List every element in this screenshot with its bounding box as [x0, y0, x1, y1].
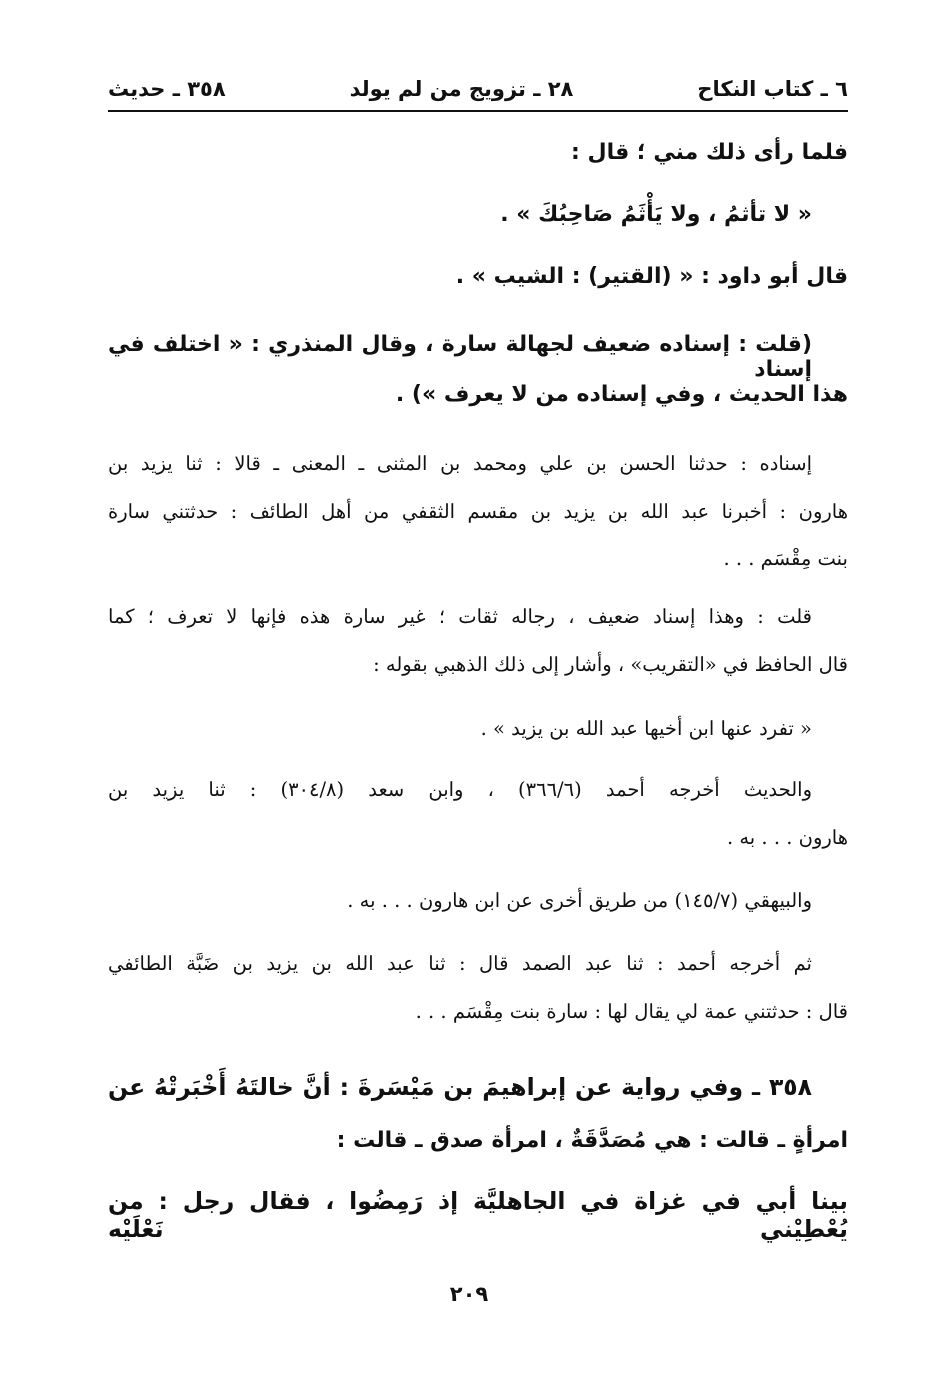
text-line: هذا الحديث ، وفي إسناده من لا يعرف ») . [395, 382, 848, 407]
isnad-line: إسناده : حدثنا الحسن بن علي ومحمد بن المثنى ـ المعنى ـ قالا : ثنا يزيد بن [108, 452, 812, 475]
commentary-line: قلت : وهذا إسناد ضعيف ، رجاله ثقات ؛ غير سارة هذه فإنها لا تعرف ؛ كما [108, 605, 812, 628]
commentary-line: والحديث أخرجه أحمد (٣٦٦/٦) ، وابن سعد (٣٠٤/٨) : ثنا يزيد بن [108, 778, 812, 801]
commentary-line: هارون . . . به . [726, 826, 848, 849]
hadith-quote-line: « لا تأثمُ ، ولا يَأْثَمُ صَاحِبُكَ » . [500, 202, 812, 227]
text-line: قال أبو داود : « (القتير) : الشيب » . [455, 264, 848, 289]
commentary-line: قال : حدثتني عمة لي يقال لها : سارة بنت مِقْسَم . . . [415, 1000, 848, 1023]
text-line: فلما رأى ذلك مني ؛ قال : [571, 140, 848, 165]
hadith-text-line: بينا أبي في غزاة في الجاهليَّة إذ رَمِضُوا ، فقال رجل : من يُعْطِيْني نَعْلَيْه [108, 1187, 848, 1243]
header-section: ٢٨ ـ تزويج من لم يولد [349, 77, 574, 101]
header-chapter: ٦ ـ كتاب النكاح [697, 77, 848, 101]
header-hadith-number: ٣٥٨ ـ حديث [108, 77, 226, 101]
hadith-text-line: امرأةٍ ـ قالت : هي مُصَدَّقَةٌ ، امرأة صدق ـ قالت : [336, 1128, 848, 1153]
header-divider [108, 110, 848, 112]
commentary-line: قال الحافظ في «التقريب» ، وأشار إلى ذلك الذهبي بقوله : [373, 653, 848, 676]
commentary-line: ثم أخرجه أحمد : ثنا عبد الصمد قال : ثنا عبد الله بن يزيد بن ضَبَّة الطائفي [108, 952, 812, 975]
commentary-line: والبيهقي (١٤٥/٧) من طريق أخرى عن ابن هارون . . . به . [347, 889, 812, 912]
running-header [108, 70, 848, 108]
commentary-line: « تفرد عنها ابن أخيها عبد الله بن يزيد » . [480, 717, 812, 740]
page-number: ٢٠٩ [449, 1282, 489, 1306]
isnad-line: بنت مِقْسَم . . . [723, 547, 848, 570]
hadith-text-line: ٣٥٨ ـ وفي رواية عن إبراهيمَ بن مَيْسَرةَ : أنَّ خالتَهُ أَخْبَرتْهُ عن [108, 1073, 812, 1101]
text-line: (قلت : إسناده ضعيف لجهالة سارة ، وقال المنذري : « اختلف في إسناد [108, 332, 812, 382]
isnad-line: هارون : أخبرنا عبد الله بن يزيد بن مقسم الثقفي من أهل الطائف : حدثتني سارة [108, 500, 848, 523]
